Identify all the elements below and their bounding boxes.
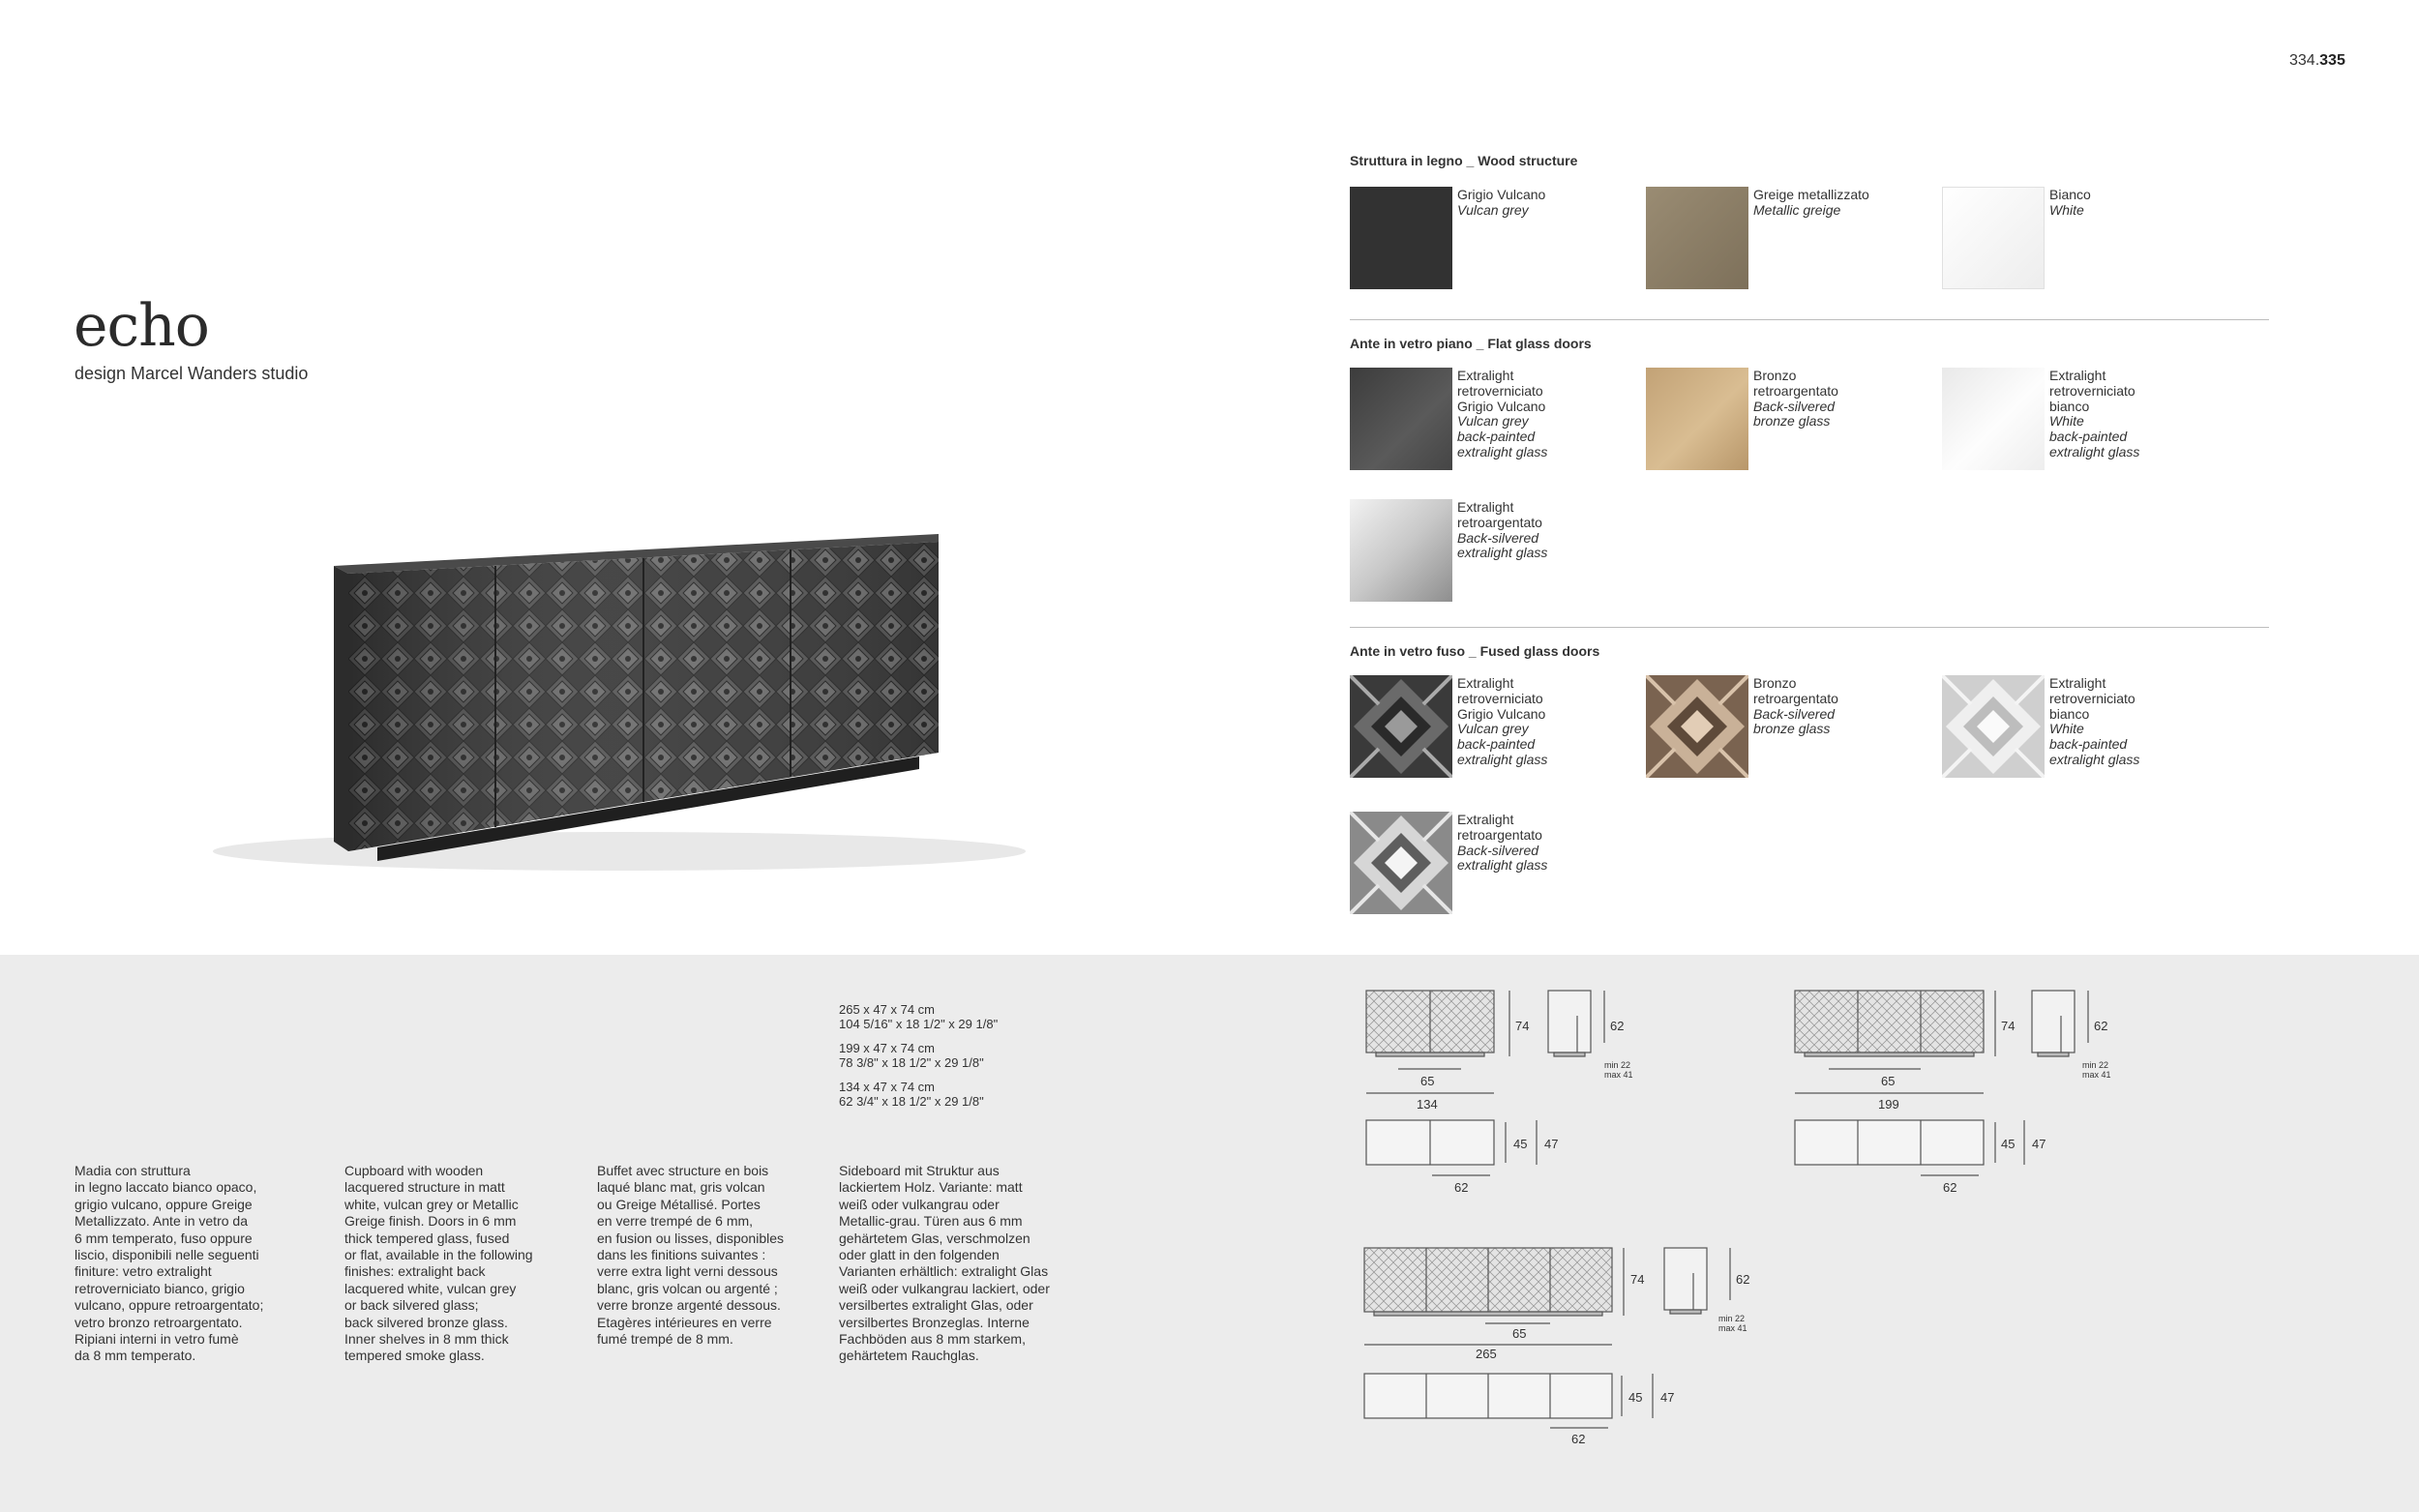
swatch-vulcan-grey-wood[interactable] [1350, 187, 1452, 289]
drawing-199 [1795, 991, 2111, 1195]
swatch-label-metallic-greige [1753, 188, 1869, 219]
swatch-label-fused-bronze [1753, 676, 1838, 737]
swatch-label-en: Back-silvered [1753, 705, 1836, 722]
swatch-label-line: retroverniciato [1457, 382, 1543, 399]
dim-min: min 22 [1604, 1060, 1631, 1070]
swatch-label-en: bronze glass [1753, 721, 1831, 737]
dimension-265 [839, 1002, 998, 1031]
swatch-label-line: Extralight [2049, 675, 2106, 691]
flat-glass-heading: Ante in vetro piano _ Flat glass doors [1350, 336, 1592, 351]
swatch-label-en: Vulcan grey [1457, 721, 1529, 737]
swatch-label-line: retroargentato [1753, 382, 1838, 399]
swatch-label-line: Extralight [1457, 499, 1514, 515]
swatch-label-line: Bronzo [1753, 368, 1797, 383]
swatch-label-flat-silvered [1457, 500, 1547, 561]
section-divider [1350, 319, 2269, 320]
drawing-134 [1366, 991, 1633, 1195]
dim-inner-width: 65 [1512, 1326, 1527, 1341]
dimensions-list [839, 1002, 998, 1118]
swatch-label-fused-vulcan-grey [1457, 676, 1547, 768]
dimension-inch: 62 3/4" x 18 1/2" x 29 1/8" [839, 1094, 984, 1109]
swatch-white-wood[interactable] [1942, 187, 2045, 289]
dim-depth-a: 45 [1513, 1137, 1528, 1151]
sideboard-image [184, 445, 1151, 900]
swatch-label-en: Vulcan grey [1457, 413, 1529, 430]
swatch-label-it: Bianco [2049, 187, 2091, 202]
swatch-label-it: Grigio Vulcano [1457, 187, 1546, 202]
swatch-label-flat-bronze [1753, 369, 1838, 430]
swatch-label-en: extralight glass [1457, 857, 1548, 874]
dimension-cm: 134 x 47 x 74 cm [839, 1080, 935, 1094]
dim-depth-c: 62 [1943, 1180, 1957, 1195]
dim-width: 265 [1476, 1347, 1497, 1361]
swatch-label-line: retroverniciato [2049, 690, 2135, 706]
swatch-label-line: retroverniciato [1457, 690, 1543, 706]
swatch-label-en: back-painted [1457, 429, 1536, 445]
dim-max: max 41 [1718, 1323, 1747, 1333]
swatch-label-en: White [2049, 201, 2084, 218]
dim-height: 74 [2001, 1019, 2016, 1033]
dim-inner-width: 65 [1420, 1074, 1435, 1088]
dim-max: max 41 [2082, 1070, 2111, 1080]
swatch-fused-vulcan-grey[interactable] [1350, 675, 1452, 778]
swatch-label-line: retroverniciato [2049, 382, 2135, 399]
swatch-label-line: Extralight [1457, 368, 1514, 383]
swatch-label-en: bronze glass [1753, 413, 1831, 430]
dimension-inch: 78 3/8" x 18 1/2" x 29 1/8" [839, 1055, 984, 1070]
swatch-flat-vulcan-grey[interactable] [1350, 368, 1452, 470]
description-italian: Madia con struttura in legno laccato bianco opaco, grigio vulcano, oppure Greige Metallizzato. Ante in vetro da 6 mm temperato, fuso oppure liscio, disponibili nelle seguenti finiture: vetro extralight retroverniciato bianco, grigio vulcano, oppure retroargentato; vetro bronzo retroargentato. Ripiani interni in vetro fumè da 8 mm temperato. [75, 1163, 264, 1364]
wood-structure-heading: Struttura in legno _ Wood structure [1350, 153, 1578, 168]
swatch-label-fused-white [2049, 676, 2139, 768]
swatch-label-line: Extralight [2049, 368, 2106, 383]
product-title: echo [74, 292, 209, 360]
swatch-label-en: Metallic greige [1753, 201, 1841, 218]
swatch-label-line: Extralight [1457, 812, 1514, 827]
swatch-label-line: retroargentato [1753, 690, 1838, 706]
page-number [2289, 52, 2345, 70]
dim-width: 134 [1417, 1097, 1438, 1112]
swatch-label-line: bianco [2049, 705, 2090, 722]
swatch-label-en: Vulcan grey [1457, 201, 1529, 218]
page-number-prefix: 334. [2289, 52, 2320, 69]
dim-height: 74 [1515, 1019, 1530, 1033]
description-english: Cupboard with wooden lacquered structure in matt white, vulcan grey or Metallic Greige finish. Doors in 6 mm thick tempered glass, fused or flat, available in the following finishes: extralight back lacquered white, vulcan grey or back silvered glass; back silvered bronze glass. Inner shelves in 8 mm thick tempered smoke glass. [344, 1163, 533, 1364]
dim-side-height: 62 [1610, 1019, 1625, 1033]
swatch-metallic-greige-wood[interactable] [1646, 187, 1748, 289]
dim-depth-b: 47 [2032, 1137, 2046, 1151]
dim-depth-b: 47 [1544, 1137, 1559, 1151]
swatch-label-flat-vulcan-grey [1457, 369, 1547, 460]
swatch-label-en: back-painted [2049, 736, 2128, 753]
technical-drawings [1355, 977, 2419, 1451]
swatch-label-en: extralight glass [2049, 751, 2140, 767]
swatch-label-en: Back-silvered [1457, 842, 1539, 858]
dimension-199 [839, 1041, 998, 1070]
dim-depth-a: 45 [2001, 1137, 2016, 1151]
swatch-label-line: Grigio Vulcano [1457, 705, 1546, 722]
dim-max: max 41 [1604, 1070, 1633, 1080]
swatch-fused-bronze[interactable] [1646, 675, 1748, 778]
dim-height: 74 [1630, 1272, 1645, 1287]
dimension-inch: 104 5/16" x 18 1/2" x 29 1/8" [839, 1017, 999, 1031]
swatch-fused-white[interactable] [1942, 675, 2045, 778]
dim-width: 199 [1878, 1097, 1899, 1112]
swatch-label-line: retroargentato [1457, 514, 1542, 530]
swatch-label-line: bianco [2049, 398, 2090, 414]
product-designer: design Marcel Wanders studio [75, 364, 309, 383]
dim-side-height: 62 [2094, 1019, 2108, 1033]
swatch-label-en: White [2049, 413, 2084, 430]
dim-depth-c: 62 [1454, 1180, 1469, 1195]
swatch-label-en: back-painted [2049, 429, 2128, 445]
swatch-label-en: extralight glass [1457, 443, 1548, 460]
dim-side-height: 62 [1736, 1272, 1750, 1287]
dim-min: min 22 [1718, 1314, 1746, 1323]
drawing-265 [1364, 1248, 1749, 1446]
fused-glass-heading: Ante in vetro fuso _ Fused glass doors [1350, 643, 1600, 659]
swatch-label-line: Bronzo [1753, 675, 1797, 691]
swatch-label-en: Back-silvered [1753, 398, 1836, 414]
swatch-label-white [2049, 188, 2091, 219]
dim-depth-c: 62 [1571, 1432, 1586, 1446]
swatch-label-en: White [2049, 721, 2084, 737]
description-german: Sideboard mit Struktur aus lackiertem Holz. Variante: matt weiß oder vulkangrau oder Metallic-grau. Türen aus 6 mm gehärtetem Glas, verschmolzen oder glatt in den folgenden Varianten erhältlich: extralight Glas weiß oder vulkangrau lackiert, oder versilbertes extralight Glas, oder versilbertes Bronzeglas. Interne Fachböden aus 8 mm starkem, gehärtetem Rauchglas. [839, 1163, 1050, 1364]
dim-min: min 22 [2082, 1060, 2109, 1070]
swatch-fused-silvered[interactable] [1350, 812, 1452, 914]
dimension-cm: 265 x 47 x 74 cm [839, 1002, 935, 1017]
swatch-label-flat-white [2049, 369, 2139, 460]
swatch-label-fused-silvered [1457, 813, 1547, 874]
dim-depth-a: 45 [1628, 1390, 1643, 1405]
dimension-134 [839, 1080, 998, 1109]
dim-depth-b: 47 [1660, 1390, 1675, 1405]
swatch-label-line: Grigio Vulcano [1457, 398, 1546, 414]
dimension-cm: 199 x 47 x 74 cm [839, 1041, 935, 1055]
description-french: Buffet avec structure en bois laqué blanc mat, gris volcan ou Greige Métallisé. Portes en verre trempé de 6 mm, en fusion ou lisses, disponibles dans les finitions suivantes : verre extra light verni dessous blanc, gris volcan ou argenté ; verre bronze argenté dessous. Etagères intérieures en verre fumé trempé de 8 mm. [597, 1163, 785, 1348]
swatch-label-it: Greige metallizzato [1753, 187, 1869, 202]
swatch-label-line: retroargentato [1457, 826, 1542, 843]
page-number-current: 335 [2319, 52, 2345, 69]
swatch-label-line: Extralight [1457, 675, 1514, 691]
section-divider [1350, 627, 2269, 628]
swatch-label-en: back-painted [1457, 736, 1536, 753]
swatch-label-en: extralight glass [1457, 545, 1548, 561]
swatch-label-en: Back-silvered [1457, 529, 1539, 546]
swatch-label-en: extralight glass [1457, 751, 1548, 767]
swatch-label-vulcan-grey-wood [1457, 188, 1545, 219]
swatch-label-en: extralight glass [2049, 443, 2140, 460]
swatch-flat-bronze[interactable] [1646, 368, 1748, 470]
swatch-flat-silvered[interactable] [1350, 499, 1452, 602]
swatch-flat-white[interactable] [1942, 368, 2045, 470]
dim-inner-width: 65 [1881, 1074, 1896, 1088]
